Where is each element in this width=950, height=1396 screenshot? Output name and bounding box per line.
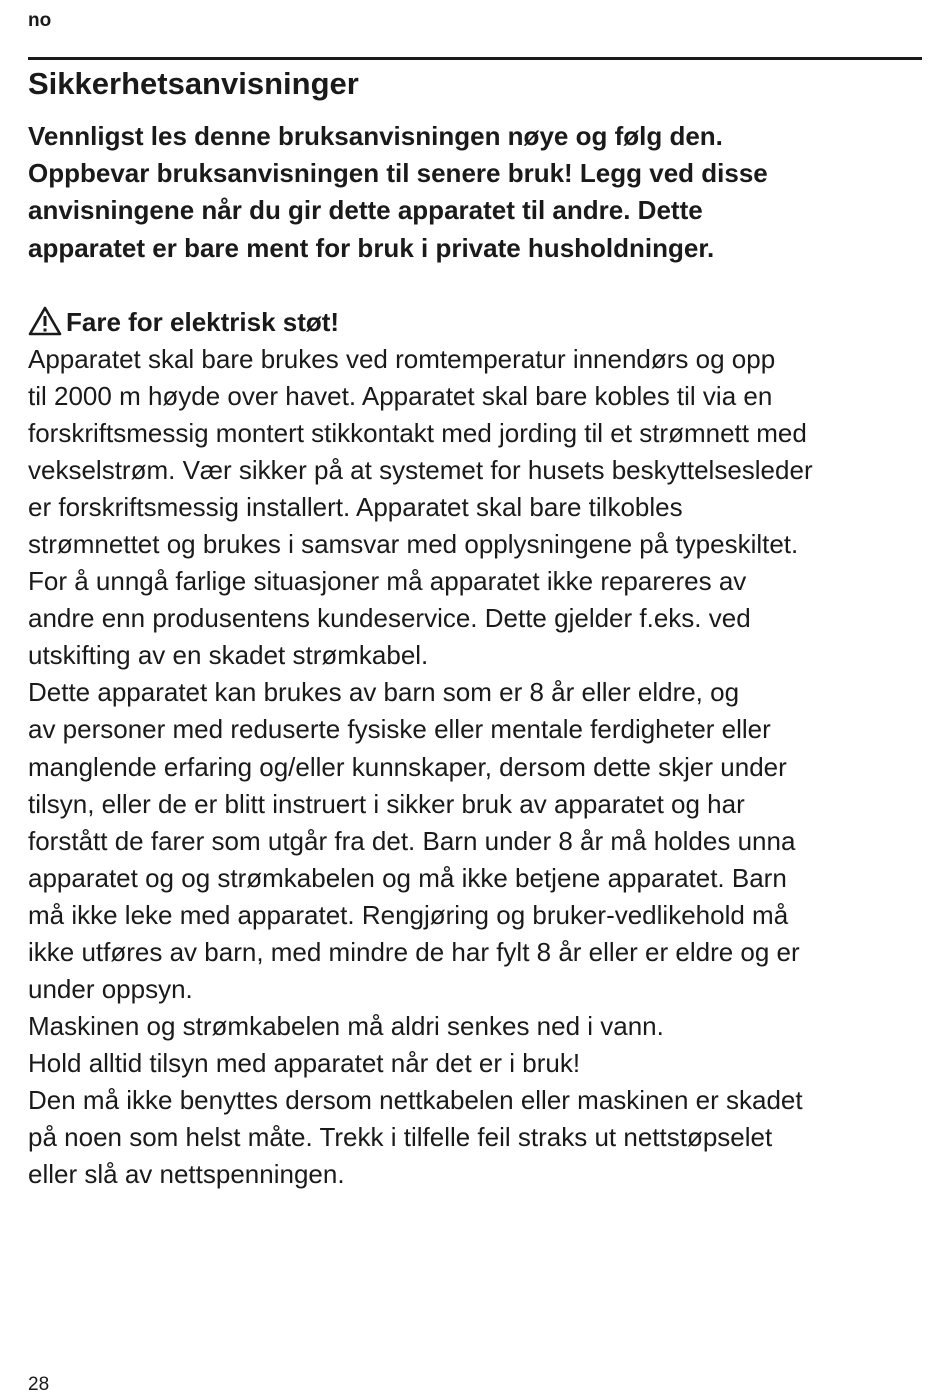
body-line: Hold alltid tilsyn med apparatet når det er i bruk!: [28, 1047, 581, 1078]
body-line: strømnettet og brukes i samsvar med opplysningene på typeskiltet.: [28, 529, 799, 560]
warning-triangle-icon: [28, 306, 62, 336]
body-line: andre enn produsentens kundeservice. Dette gjelder f.eks. ved: [28, 603, 751, 634]
section-title: Sikkerhetsanvisninger: [28, 66, 359, 101]
intro-paragraph: [28, 118, 768, 267]
intro-line: anvisningene når du gir dette apparatet til andre. Dette: [28, 195, 703, 226]
body-line: forskriftsmessig montert stikkontakt med jording til et strømnett med: [28, 418, 807, 449]
language-code: no: [28, 10, 52, 31]
body-line: ikke utføres av barn, med mindre de har fylt 8 år eller er eldre og er: [28, 936, 800, 967]
intro-line: Oppbevar bruksanvisningen til senere bruk! Legg ved disse: [28, 158, 768, 189]
body-line: Den må ikke benyttes dersom nettkabelen eller maskinen er skadet: [28, 1084, 803, 1115]
body-line: For å unngå farlige situasjoner må apparatet ikke repareres av: [28, 566, 747, 597]
warning-body: [28, 341, 813, 1193]
body-line: Dette apparatet kan brukes av barn som er 8 år eller eldre, og: [28, 677, 740, 708]
body-line: på noen som helst måte. Trekk i tilfelle feil straks ut nettstøpselet: [28, 1121, 773, 1152]
page-number: 28: [28, 1374, 50, 1395]
body-line: utskifting av en skadet strømkabel.: [28, 640, 429, 671]
body-line: av personer med reduserte fysiske eller mentale ferdigheter eller: [28, 714, 771, 745]
body-line: apparatet og og strømkabelen og må ikke betjene apparatet. Barn: [28, 862, 787, 893]
body-line: vekselstrøm. Vær sikker på at systemet for husets beskyttelsesleder: [28, 455, 813, 486]
body-line: tilsyn, eller de er blitt instruert i sikker bruk av apparatet og har: [28, 788, 745, 819]
body-line: til 2000 m høyde over havet. Apparatet skal bare kobles til via en: [28, 381, 773, 412]
body-line: er forskriftsmessig installert. Apparatet skal bare tilkobles: [28, 492, 683, 523]
body-line: Maskinen og strømkabelen må aldri senkes ned i vann.: [28, 1010, 664, 1041]
warning-heading-text: Fare for elektrisk støt!: [66, 307, 340, 337]
body-line: må ikke leke med apparatet. Rengjøring og bruker-vedlikehold må: [28, 899, 789, 930]
intro-line: Vennligst les denne bruksanvisningen nøye og følg den.: [28, 121, 723, 151]
body-line: Apparatet skal bare brukes ved romtemperatur innendørs og opp: [28, 344, 776, 374]
body-line: manglende erfaring og/eller kunnskaper, dersom dette skjer under: [28, 751, 787, 782]
body-line: eller slå av nettspenningen.: [28, 1159, 345, 1190]
header-divider: [28, 57, 922, 60]
body-line: under oppsyn.: [28, 973, 193, 1004]
intro-line: apparatet er bare ment for bruk i private husholdninger.: [28, 232, 715, 263]
warning-heading: [28, 304, 339, 340]
body-line: forstått de farer som utgår fra det. Barn under 8 år må holdes unna: [28, 825, 796, 856]
